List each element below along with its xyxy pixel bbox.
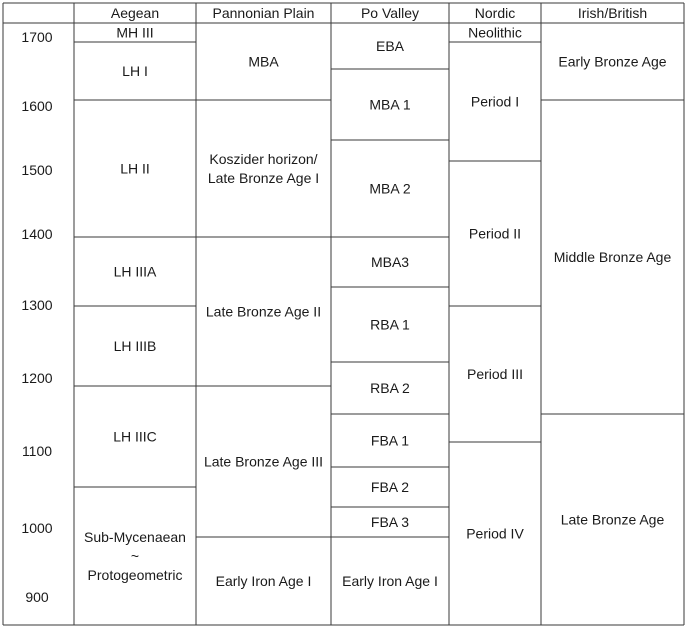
nordic-period-cell: Period I <box>470 93 520 110</box>
header-po-valley: Po Valley <box>360 5 420 21</box>
year-label-1400: 1400 <box>21 226 53 242</box>
aegean-period-cell: Sub-Mycenaean ~ Protogeometric <box>84 529 186 583</box>
header-nordic: Nordic <box>474 5 516 21</box>
po-valley-period-cell: EBA <box>375 38 405 54</box>
pannonian-plain-period-cell: Late Bronze Age II <box>205 303 322 320</box>
aegean-period-cell: MH III <box>116 24 154 41</box>
year-label-1200: 1200 <box>21 370 53 386</box>
year-label-1100: 1100 <box>21 443 53 459</box>
header-irish-british: Irish/British <box>577 5 648 21</box>
nordic-period-cell: Period IV <box>466 525 524 542</box>
header-aegean: Aegean <box>110 5 160 21</box>
nordic-period-cell: Period III <box>466 366 524 382</box>
nordic-period-cell: Neolithic <box>468 24 522 41</box>
year-label-1300: 1300 <box>21 297 53 313</box>
year-label-1500: 1500 <box>21 162 53 178</box>
aegean-period-cell: LH I <box>122 63 148 79</box>
po-valley-period-cell: MBA3 <box>370 254 410 270</box>
aegean-period-cell: LH II <box>120 160 150 177</box>
po-valley-period-cell: FBA 1 <box>370 432 410 449</box>
po-valley-period-cell: MBA 2 <box>369 180 411 197</box>
irish-british-period-cell: Early Bronze Age <box>558 53 667 70</box>
pannonian-plain-period-cell: Koszider horizon/ Late Bronze Age I <box>207 151 320 186</box>
year-label-1700: 1700 <box>21 29 53 45</box>
year-label-900: 900 <box>25 589 49 605</box>
header-pannonian-plain: Pannonian Plain <box>212 5 315 21</box>
po-valley-period-cell: Early Iron Age I <box>342 573 438 589</box>
year-label-1600: 1600 <box>21 98 53 114</box>
aegean-period-cell: LH IIIC <box>113 428 157 445</box>
po-valley-period-cell: RBA 2 <box>370 380 410 396</box>
irish-british-period-cell: Late Bronze Age <box>560 511 665 528</box>
pannonian-plain-period-cell: MBA <box>248 53 279 70</box>
irish-british-period-cell: Middle Bronze Age <box>553 249 672 265</box>
po-valley-period-cell: FBA 2 <box>370 479 410 495</box>
aegean-period-cell: LH IIIA <box>113 263 157 280</box>
pannonian-plain-period-cell: Late Bronze Age III <box>203 453 324 470</box>
aegean-period-cell: LH IIIB <box>113 338 157 354</box>
pannonian-plain-period-cell: Early Iron Age I <box>215 573 312 589</box>
nordic-period-cell: Period II <box>468 225 522 242</box>
po-valley-period-cell: FBA 3 <box>370 514 410 530</box>
po-valley-period-cell: MBA 1 <box>369 96 411 113</box>
po-valley-period-cell: RBA 1 <box>370 316 410 333</box>
year-label-1000: 1000 <box>21 520 53 536</box>
